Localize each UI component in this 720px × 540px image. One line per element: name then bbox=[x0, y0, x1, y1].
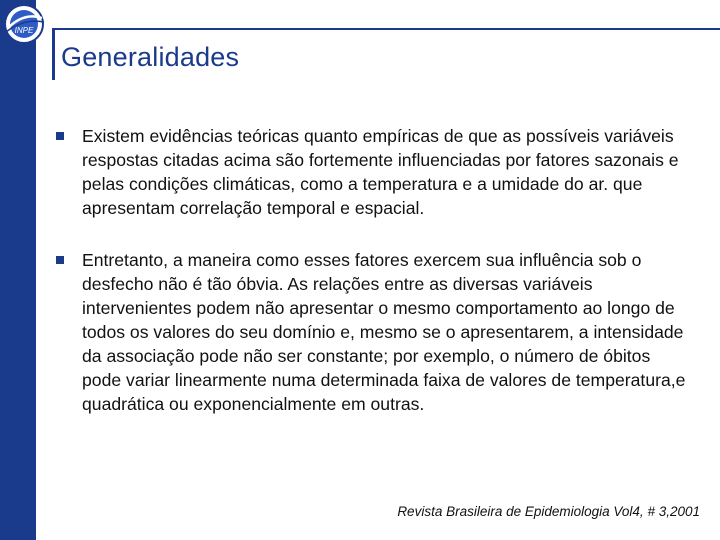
inpe-logo bbox=[2, 2, 46, 46]
title-rule-vertical bbox=[52, 28, 55, 80]
square-bullet-icon bbox=[56, 256, 64, 264]
citation: Revista Brasileira de Epidemiologia Vol4, # 3,2001 bbox=[397, 504, 700, 519]
bullet-item bbox=[56, 248, 688, 416]
title-rule-horizontal bbox=[52, 28, 720, 30]
bullet-text: Entretanto, a maneira como esses fatores exercem sua influência sob o desfecho não é tão óbvia. As relações entre as diversas variáveis intervenientes podem não apresentar o mesmo comportamento ao longo de todos os valores do seu domínio e, mesmo se o apresentarem, a intensidade da associação pode não ser constante; por exemplo, o número de óbitos pode variar linearmente numa determinada faixa de valores de temperatura,e quadrática ou exponencialmente em outras. bbox=[82, 250, 686, 414]
bullet-list bbox=[56, 124, 688, 416]
svg-text:INPE: INPE bbox=[14, 26, 34, 35]
bullet-item bbox=[56, 124, 688, 220]
bullet-text: Existem evidências teóricas quanto empíricas de que as possíveis variáveis respostas citadas acima são fortemente influenciadas por fatores sazonais e pelas condições climáticas, como a temperatura e a umidade do ar. que apresentam correlação temporal e espacial. bbox=[82, 126, 679, 218]
square-bullet-icon bbox=[56, 132, 64, 140]
left-accent-bar bbox=[0, 0, 36, 540]
slide-title: Generalidades bbox=[61, 42, 240, 72]
